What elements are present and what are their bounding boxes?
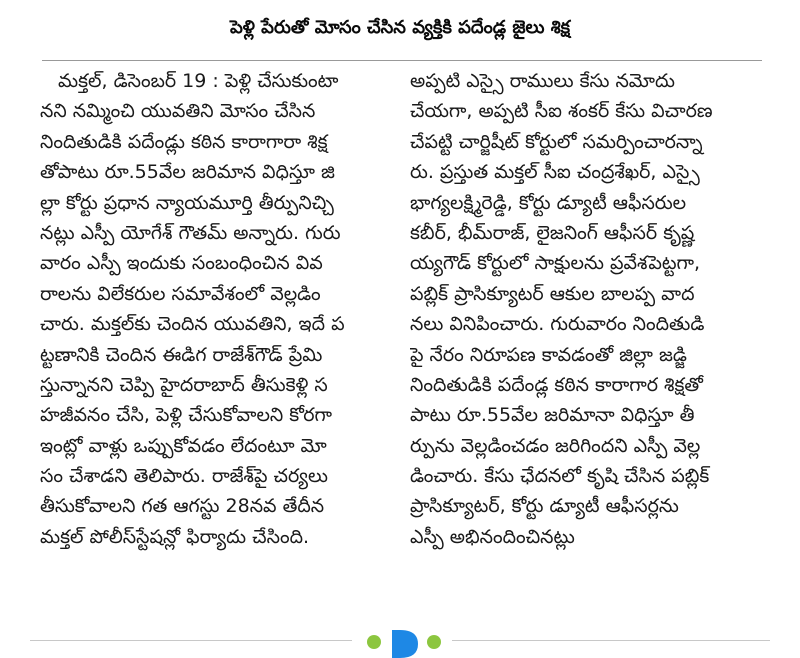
text-line: ఎస్పీ అభినందించినట్లు bbox=[410, 525, 575, 548]
text-line: తోపాటు రూ.55వేల జరిమాన విధిస్తూ జి bbox=[40, 161, 335, 184]
text-line: తీసుకోవాలని గత ఆగస్టు 28నవ తేదీన bbox=[40, 495, 325, 518]
text-line: చేపట్టి చార్జిషీట్ కోర్టులో సమర్పించారన్నా bbox=[410, 130, 703, 153]
text-line: అప్పటి ఎస్సై రాములు కేసు నమోదు bbox=[410, 70, 675, 92]
text-line: ఇంట్లో వాళ్లు ఒప్పుకోవడం లేదంటూ మో bbox=[40, 434, 327, 457]
text-line: ర్పును వెల్లడించడం జరిగిందని ఎస్పీ వెల్ల bbox=[410, 434, 701, 457]
text-line: వారం ఎస్పీ ఇందుకు సంబంధించిన వివ bbox=[40, 252, 323, 275]
text-line: స్తున్నానని చెప్పి హైదరాబాద్ తీసుకెళ్లి స bbox=[40, 373, 328, 396]
text-line: చేయగా, అప్పటి సీఐ శంకర్ కేసు విచారణ bbox=[410, 100, 713, 123]
text-line: నట్లు ఎస్పీ యోగేశ్ గౌతమ్ అన్నారు. గురు bbox=[40, 221, 341, 244]
text-line: య్యగౌడ్ కోర్టులో సాక్షులను ప్రవేశపెట్టగా, bbox=[410, 252, 701, 275]
text-line: పాటు రూ.55వేల జరిమానా విధిస్తూ తీ bbox=[410, 404, 695, 427]
text-line: చారు. మక్తల్‌కు చెందిన యువతిని, ఇదే ప bbox=[40, 313, 345, 336]
text-line: నిందితుడికి పదేండ్లు కఠిన కారాగారా శిక్ష bbox=[40, 130, 328, 153]
text-line: భాగ్యలక్ష్మిరెడ్డి, కోర్టు డ్యూటీ ఆఫీసరుల bbox=[410, 191, 687, 214]
article-column-right bbox=[410, 66, 770, 552]
text-line: నని నమ్మించి యువతిని మోసం చేసిన bbox=[40, 100, 316, 123]
text-line: ల్లా కోర్టు ప్రధాన న్యాయమూర్తి తీర్పునిచ్చి bbox=[40, 191, 334, 214]
logo-letter bbox=[392, 630, 418, 658]
headline: పెళ్లి పేరుతో మోసం చేసిన వ్యక్తికి పదేండ్ల జైలు శిక్ష bbox=[229, 17, 571, 38]
text-line: నిందితుడికి పదేండ్ల కఠిన కారాగార శిక్షతో bbox=[410, 373, 703, 396]
text-line: మక్తల్, డిసెంబర్ 19 : పెళ్లి చేసుకుంటా bbox=[58, 70, 339, 92]
text-line: సం చేశాడని తెలిపారు. రాజేశ్‌పై చర్యలు bbox=[40, 465, 329, 488]
text-line: రు. ప్రస్తుత మక్తల్ సీఐ చంద్రశేఖర్, ఎస్సై bbox=[410, 161, 700, 184]
text-line: మక్తల్ పోలీస్‌స్టేషన్లో ఫిర్యాదు చేసింది. bbox=[40, 525, 310, 548]
text-line: పబ్లిక్ ప్రాసిక్యూటర్ ఆకుల బాలప్ప వాద bbox=[410, 282, 695, 305]
text-line: రాలను విలేకరుల సమావేశంలో వెల్లడిం bbox=[40, 282, 321, 305]
text-line: కబీర్, భీమ్‌రాజ్, లైజనింగ్ ఆఫీసర్ కృష్ణ bbox=[410, 221, 695, 244]
article-column-left bbox=[40, 66, 400, 552]
headline-divider bbox=[42, 60, 762, 61]
text-line: ట్టణానికి చెందిన ఈడిగ రాజేశ్‌గౌడ్ ప్రేమి bbox=[40, 343, 323, 366]
text-line: నలు వినిపించారు. గురువారం నిందితుడి bbox=[410, 313, 705, 336]
text-line: హజీవనం చేసి, పెళ్లి చేసుకోవాలని కోరగా bbox=[40, 404, 332, 427]
text-line: ప్రాసిక్యూటర్, కోర్టు డ్యూటీ ఆఫీసర్లను bbox=[410, 495, 679, 518]
text-line: పై నేరం నిరూపణ కావడంతో జిల్లా జడ్జి bbox=[410, 343, 687, 366]
logo-dot-right bbox=[427, 635, 441, 649]
text-line: డించారు. కేసు ఛేదనలో కృషి చేసిన పబ్లిక్ bbox=[410, 465, 710, 488]
logo-dot-left bbox=[367, 635, 381, 649]
newspaper-logo-icon bbox=[352, 628, 452, 658]
